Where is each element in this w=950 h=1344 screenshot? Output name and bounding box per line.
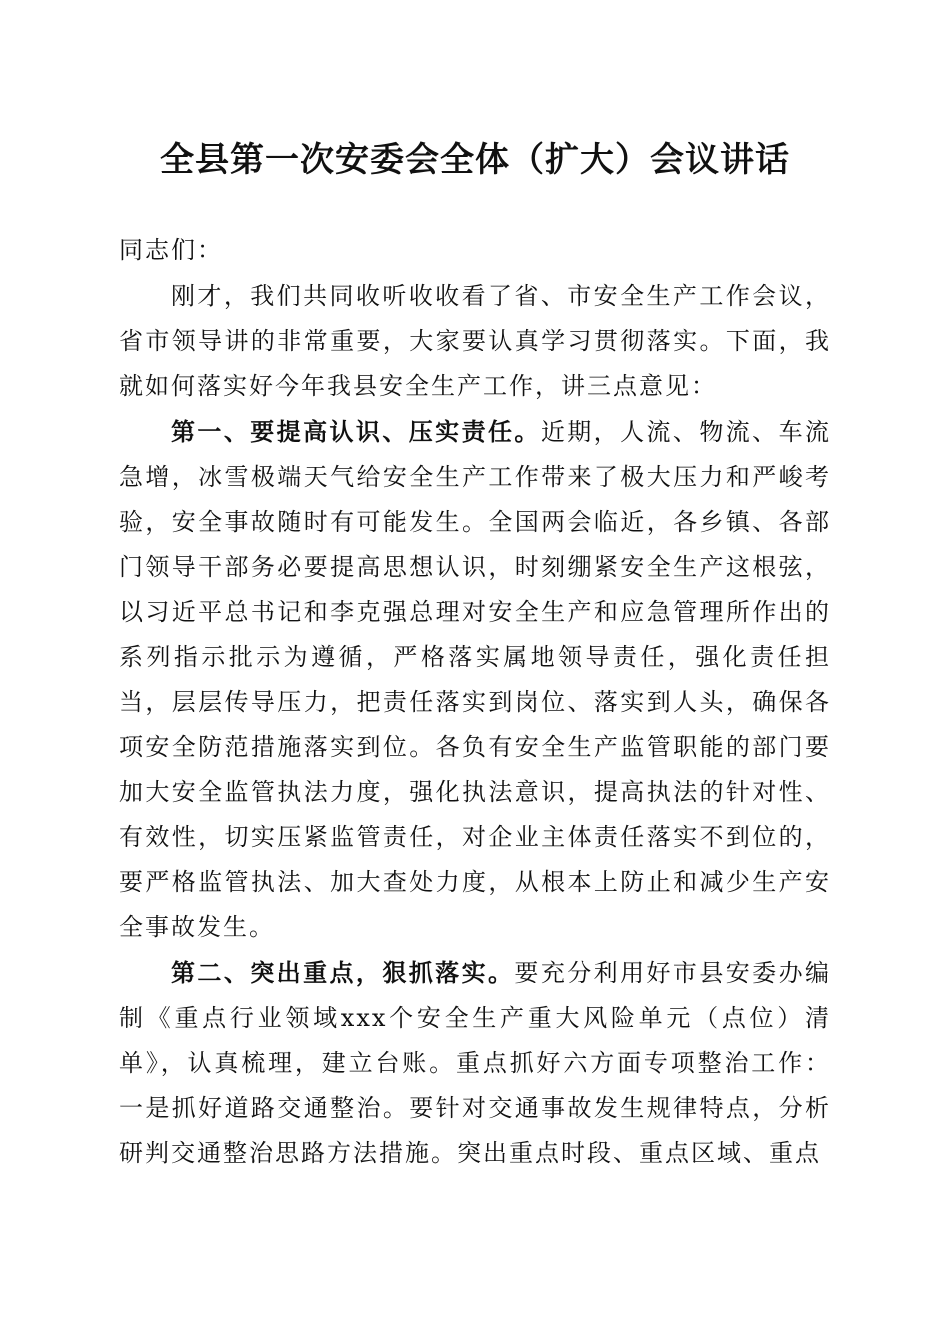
salutation: 同志们： [119, 236, 223, 264]
paragraph-lead: 第二、突出重点，狠抓落实。 [171, 958, 515, 987]
document-body [119, 228, 831, 1176]
paragraph-point-one [119, 409, 831, 950]
paragraph-text: 刚才，我们共同收听收收看了省、市安全生产工作会议，省市领导讲的非常重要，大家要认真学习贯彻落实。下面，我就如何落实好今年我县安全生产工作，讲三点意见： [119, 282, 831, 400]
paragraph-intro [119, 273, 831, 409]
document-title: 全县第一次安委会全体（扩大）会议讲话 [160, 140, 790, 180]
paragraph-text: 要充分利用好市县安委办编制《重点行业领域xxx个安全生产重大风险单元（点位）清单》，认真梳理，建立台账。重点抓好六方面专项整治工作：一是抓好道路交通整治。要针对交通事故发生规律特点，分析研判交通整治思路方法措施。突出重点时段、重点区域、重点 [119, 959, 832, 1167]
paragraph-lead: 第一、要提高认识、压实责任。 [171, 417, 541, 446]
paragraph-point-two [119, 950, 831, 1176]
paragraph-text: 近期，人流、物流、车流急增，冰雪极端天气给安全生产工作带来了极大压力和严峻考验，安全事故随时有可能发生。全国两会临近，各乡镇、各部门领导干部务必要提高思想认识，时刻绷紧安全生产这根弦，以习近平总书记和李克强总理对安全生产和应急管理所作出的系列指示批示为遵循，严格落实属地领导责任，强化责任担当，层层传导压力，把责任落实到岗位、落实到人头，确保各项安全防范措施落实到位。各负有安全生产监管职能的部门要加大安全监管执法力度，强化执法意识，提高执法的针对性、有效性，切实压紧监管责任，对企业主体责任落实不到位的，要严格监管执法、加大查处力度，从根本上防止和减少生产安全事故发生。 [119, 418, 832, 941]
